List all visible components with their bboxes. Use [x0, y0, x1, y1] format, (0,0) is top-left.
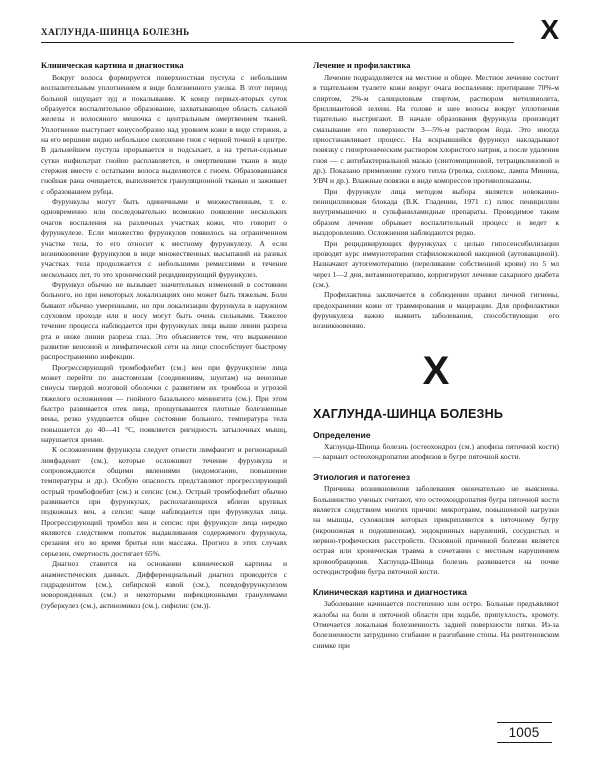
entry-title: ХАГЛУНДА-ШИНЦА БОЛЕЗНЬ	[313, 406, 504, 421]
header-section-letter: Х	[540, 14, 559, 45]
paragraph: Заболевание начинается постепенно или остро. Больные предъявляют жалобы на боли в пяточной области при ходьбе, припухлость, хромоту. Отмечается локальная болезненность задней поверхности пятки. Из-за болезненности затруднено сгибание и разгибание стопы. На рентгеновском снимке при	[313, 599, 559, 650]
paragraph: Фурункулы могут быть одиничными и множественным, т. е. одновременно или последовательно возможно появление нескольких очагов воспаления на различных участках кожи, что говорит о фурункулезе. Если множество фурункулов появилось на ограниченном участке тела, то его относит к местному фурункулезу. А если возникновение фурункулов в виде множественных высыпаний на разных участках тела продолжается с небольшими ремиссиями в течение нескольких лет, то это хронический рецидивирующий фурункулез.	[41, 197, 287, 279]
subsection-heading-clinical: Клиническая картина и диагностика	[313, 587, 467, 598]
folio-rule-bottom	[497, 742, 552, 743]
page-number: 1005	[508, 725, 540, 741]
paragraph: Профилактика заключается в соблюдении правил личной гигиены, предохранении кожи от травмирования и мацерации. Для профилактики фурункулеза важно выявить заболевания, способствующие его возникновению.	[313, 290, 559, 331]
paragraph: При фурункуле лица методом выбора является новокаино-пенициллиновая блокада (В.К. Гладенин, 1971 г.) плюс пенициллин внутримышечно и сульфаниламидные препараты. Проводимое таким образом лечение обрывает воспалительный процесс и ведет к выздоровлению. Осложнения наблюдаются редко.	[313, 186, 559, 238]
left-section-heading: Клиническая картина и диагностика	[41, 61, 184, 70]
paragraph: Фурункул обычно не вызывает значительных изменений в состоянии больного, но при некоторых локализациях оно может быть тяжелым. Боли бывают обычно умеренными, но при локализации фурункула в наружном слуховом проходе или в носу могут быть очень сильными. Тяжелое течение процесса наблюдается при фурункулах лица выше линии разреза рта и ниже линии разреза глаз. Это объясняется тем, что выраженное развитие венозной и лимфатической сети на лице способствует быстрому распространению инфекции.	[41, 279, 287, 362]
folio	[489, 722, 559, 743]
paragraph: Диагноз ставится на основании клинической картины и анамнестических данных. Дифференциальный диагноз проводится с гидраденитом (см.), сибирской язвой (см.), псевдофурункулезом новорожденных (см.) и некоторыми инфекционными гранулемами (туберкулез (см.), актиномикоз (см.), сифилис (см.)).	[41, 559, 287, 610]
paragraph: Вокруг волоса формируется поверхностная пустула с небольшим воспалительным уплотнением в виде болезненного узелка. В этот период больной ощущает зуд и покалывание. К концу первых-вторых суток образуется воспалительное образование, захватывающее область сальной железы и волосяного мешочка с центральным омертвением тканей. Уплотнение выступает конусообразно над уровнем кожи в виде стержня, а на его вершине видно небольшое скопление гноя с черной точкой в центре. В дальнейшем пустула прорывается и подсыхает, а на третьи-седьмые сутки инфильтрат гнойно расплавляется, и омертвевшие ткани в виде стержня вместе с остатками волоса выделяются с гноем. Образовавшаяся гнойная рана очищается, выполняется грануляционной тканью и заживает с образованием рубца.	[41, 73, 287, 196]
paragraph: Причины возникновения заболевания окончательно не выяснены. Большинство ученых считают, что остеохондропатия бугра пяточной кости является следствием многих причин: микротравм, повышенной нагрузки на мышцы, сухожилия которых прикрепляются к пяточному бугру (икроножная и подошвенная), эндокринных нарушений, сосудистых и нервно-трофических расстройств. Основной причиной болезни является острая или хроническая травма в сочетании с местным нарушением кровообращения. Хаглунда-Шинца болезнь развивается на почве остеодистрофии бугра пяточной кости.	[313, 484, 559, 577]
right-column	[313, 60, 559, 651]
subsection-heading-etiology: Этиология и патогенез	[313, 472, 411, 483]
header-rule	[41, 42, 514, 43]
paragraph: Прогрессирующий тромбофлебит (см.) вен при фурункулезе лица может перейти по анастомозам (соединениям, шунтам) на венозные синусы твердой мозговой оболочки с развитием их тромбоза и угрозой тяжелого осложнения — гнойного базального менингита (см.). При этом быстро развивается отек лица, прощупываются плотные болезненные вены, резко ухудшается общее состояние больного, температура тела повышается до 40—41 °C, появляется ригидность затылочных мышц, нарушается зрение.	[41, 362, 287, 445]
left-column	[41, 60, 287, 611]
right-section-heading: Лечение и профилактика	[313, 61, 411, 70]
paragraph: Лечение подразделяется на местное и общее. Местное лечение состоит в тщательном туалете кожи вокруг очага воспаления: протирание 70%-м спиртом, 2%-м салициловым спиртом, раствором метилвиолета, бриллиантовой зелени. На голове и шее волосы вокруг уплотнения тщательно выстригают. В начале образования фурункула производят смазывание его поверхности 3—5%-м раствором йода. Это иногда приостанавливает процесс. На вскрывшийся фурункул накладывают повязку с гипертоническим раствором хлористого натрия, а после удаления гноя — с антибактериальной мазью (синтомициновой, тетрациклиновой и др.). Показано применение сухого тепла (грелка, соллюкс, лампа Минина, УВЧ и др.). Влажные повязки в виде компрессов противопоказаны.	[313, 73, 559, 186]
chapter-opener-letter: Х	[422, 348, 450, 393]
paragraph: Хаглунда-Шинца болезнь (остеохондроз (см.) апофиза пяточной кости) — вариант остеохондропатии апофизов в бугре пяточной кости.	[313, 441, 559, 461]
running-header-title: ХАГЛУНДА-ШИНЦА БОЛЕЗНЬ	[41, 27, 190, 37]
running-header	[41, 14, 559, 52]
subsection-heading-definition: Определение	[313, 429, 371, 440]
paragraph: При рецидивирующих фурункулах с целью гипосенсибилизации проводят курс иммунотерапии стафилококковой вакциной (аутовакциной). Назначают аутогемотерапию (переливание собственной крови) по 5 мл через 1—2 дня, витаминотерапию, корригируют лечение сахарного диабета (см.).	[313, 238, 559, 289]
paragraph: К осложнениям фурункула следует отнести лимфангит и регионарный лимфаденит (см.), которые осложняют течение фурункула и сопровождаются общими явлениями (недомогание, повышение температуры и др.). Особую опасность представляют прогрессирующий острый тромбофлебит (см.) и сепсис (см.). Острый тромбофлебит обычно развивается при фурункулах, располагающихся вблизи крупных подкожных вен, а сепсис чаще наблюдается при фурункулах лица. Прогрессирующий тромбоз вен и сепсис при фурункуле лица нередко являются следствием попыток выдавливания содержимого фурункула, срезания его во время бритья или массажа. Прогноз в этих случаях серьезен, смертность достигает 65%.	[41, 445, 287, 558]
